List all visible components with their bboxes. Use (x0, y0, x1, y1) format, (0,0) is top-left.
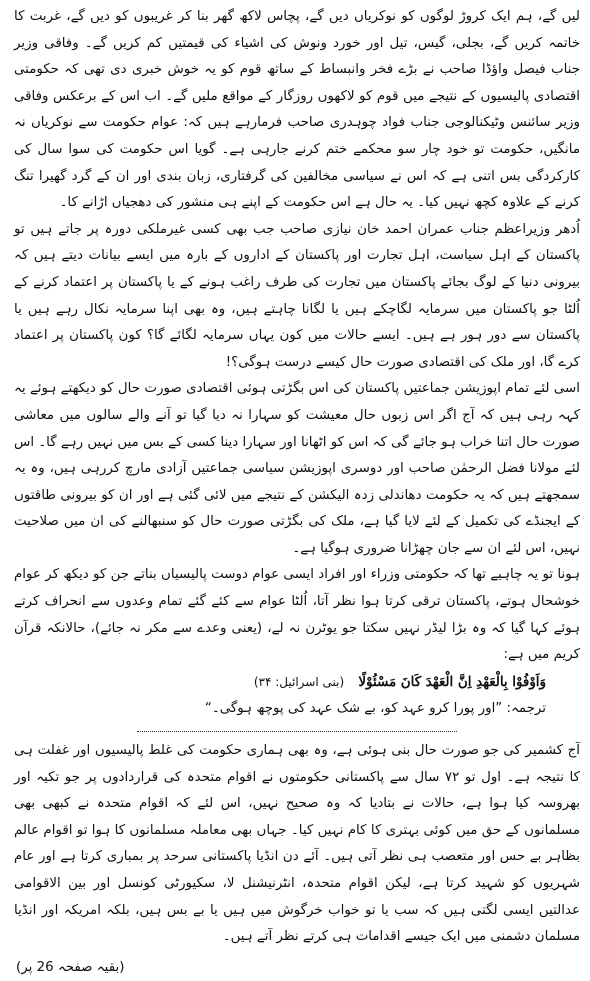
ayah-text: وَاَوْفُوْا بِالْعَهْدِ اِنَّ الْعَهْدَ كَانَ مَسْئُوْلًا (358, 673, 546, 690)
ayah-reference: (بنی اسرائیل: ۳۴) (253, 674, 345, 689)
quran-quote (14, 669, 580, 723)
section-divider (137, 731, 457, 732)
ayah-translation: ترجمہ: ”اور پورا کرو عہد کو، بے شک عہد کی پوچھ ہوگی۔“ (204, 701, 546, 717)
ayah-line (14, 669, 546, 697)
article-paragraph-4: ہونا تو یہ چاہیے تھا کہ حکومتی وزراء اور افراد ایسی عوام دوست پالیسیاں بناتے جن کو دیکھ کر عوام خوشحال ہوتے، پاکستان ترقی کرتا ہوا نظر آتا، اُلٹا عوام سے کئے گئے تمام وعدوں سے انحراف کرتے ہوئے کہا گیا کہ وہ بڑا لیڈر نہیں سکتا جو یوٹرن نہ لے، (یعنی وعدے سے مکر نہ جائے)، حالانکہ قرآن کریم میں ہے: (14, 567, 580, 663)
continued-note: (بقیہ صفحہ 26 پر) (16, 959, 125, 975)
article-paragraph-1: لیں گے، ہم ایک کروڑ لوگوں کو نوکریاں دیں گے، پچاس لاکھ گھر بنا کر غریبوں کو دیں گے، غربت کا خاتمہ کریں گے، بجلی، گیس، تیل اور خورد ونوش کی اشیاء کی قیمتیں کم کریں گے۔ وفاقی وزیر جناب فیصل واؤڈا صاحب نے بڑے فخر وانبساط کے ساتھ قوم کو یہ خوش خبری دی تھی کہ حکومتی اقتصادی پالیسیوں کے نتیجے میں قوم کو لاکھوں روزگار کے مواقع ملیں گے۔ اب اس کے برعکس وفاقی وزیر سائنس وٹیکنالوجی جناب فواد چوہدری صاحب فرمارہے ہیں کہ: عوام حکومت سے نوکریاں نہ مانگیں، حکومت تو خود چار سو محکمے ختم کرنے جارہی ہے۔ گویا اس حکومت کی سوا سال کی کارکردگی بس اتنی ہے کہ اس نے سیاسی مخالفین کی گرفتاری، زبان بندی اور ان کے گرد گھیرا تنگ کرنے کے علاوہ کچھ نہیں کیا۔ یہ حال ہے اس حکومت کے اپنے ہی منشور کی دھجیاں اڑانے کا۔ (14, 9, 580, 211)
article-paragraph-3: اسی لئے تمام اپوزیشن جماعتیں پاکستان کی اس بگڑتی ہوئی اقتصادی صورت حال کو دیکھتے ہوئے یہ کہہ رہی ہیں کہ آج اگر اس زبوں حال معیشت کو سہارا نہ دیا گیا تو آنے والے سالوں میں معاشی صورت حال اتنا خراب ہو جائے گی کہ اس کو اٹھانا اور سہارا دینا کسی کے بس میں نہیں رہے گا۔ اس لئے مولانا فضل الرحمٰن صاحب اور دوسری اپوزیشن سیاسی جماعتیں آزادی مارچ کررہی ہیں، وہ یہ سمجھتے ہیں کہ یہ حکومت دھاندلی زدہ الیکشن کے نتیجے میں لائی گئی ہے اور ان کو بیرونی طاقتوں کے ایجنڈے کی تکمیل کے لئے لایا گیا ہے، ملک کی بگڑتی صورت حال کو سنبھالنے کی ان میں صلاحیت نہیں، اس لئے ان سے جان چھڑانا ضروری ہوگیا ہے۔ (14, 381, 580, 556)
article-paragraph-2: اُدھر وزیراعظم جناب عمران احمد خان نیازی صاحب جب بھی کسی غیرملکی دورہ پر جاتے ہیں تو پاکستان کے اہل سیاست، اہل تجارت اور پاکستان کے اداروں کے بارہ میں ایسے بیانات دیتے ہیں کہ بیرونی دنیا کے لوگ بجائے پاکستان میں تجارت کی طرف راغب ہونے کے یا پاکستان پر اعتماد کرنے کے اُلٹا جو پاکستان میں سرمایہ لگاچکے ہیں یا لگانا چاہتے ہیں، وہ بھی اپنا سرمایہ نکال رہے ہیں یا پاکستان سے دور ہور ہے ہیں۔ ایسے حالات میں کون یہاں سرمایہ لگائے گا؟ کون پاکستان پر اعتماد کرے گا، اور ملک کی اقتصادی صورت حال کیسے درست ہوگی؟! (14, 221, 580, 370)
article-paragraph-5: آج کشمیر کی جو صورت حال بنی ہوئی ہے، وہ بھی ہماری حکومت کی غلط پالیسیوں اور غفلت ہی کا نتیجہ ہے۔ اول تو ۷۲ سال سے پاکستانی حکومتوں نے اقوام متحدہ کی قراردادوں پر جو تکیہ اور بھروسہ کیا ہوا ہے، حالات نے بتادیا کہ وہ صحیح نہیں، اس لئے کہ اقوام متحدہ نے کبھی بھی مسلمانوں کے حق میں کوئی بہتری کا کام نہیں کیا۔ جہاں بھی معاملہ مسلمانوں کا ہوا تو اقوام عالم بظاہر بے حس اور متعصب ہی نظر آتی ہیں۔ آئے دن انڈیا پاکستانی سرحد پر بمباری کرتا ہے اور عام شہریوں کو شہید کرتا ہے، لیکن اقوام متحدہ، انٹرنیشنل لا، سکیورٹی کونسل اور بین الاقوامی عدالتیں ایسی لگتی ہیں کہ سب یا تو خواب خرگوش میں ہیں یا بے بس ہیں، بلکہ امریکہ اور انڈیا مسلمان دشمنی میں ایک جیسے اقدامات ہی کرتے نظر آتے ہیں۔ (14, 743, 580, 945)
